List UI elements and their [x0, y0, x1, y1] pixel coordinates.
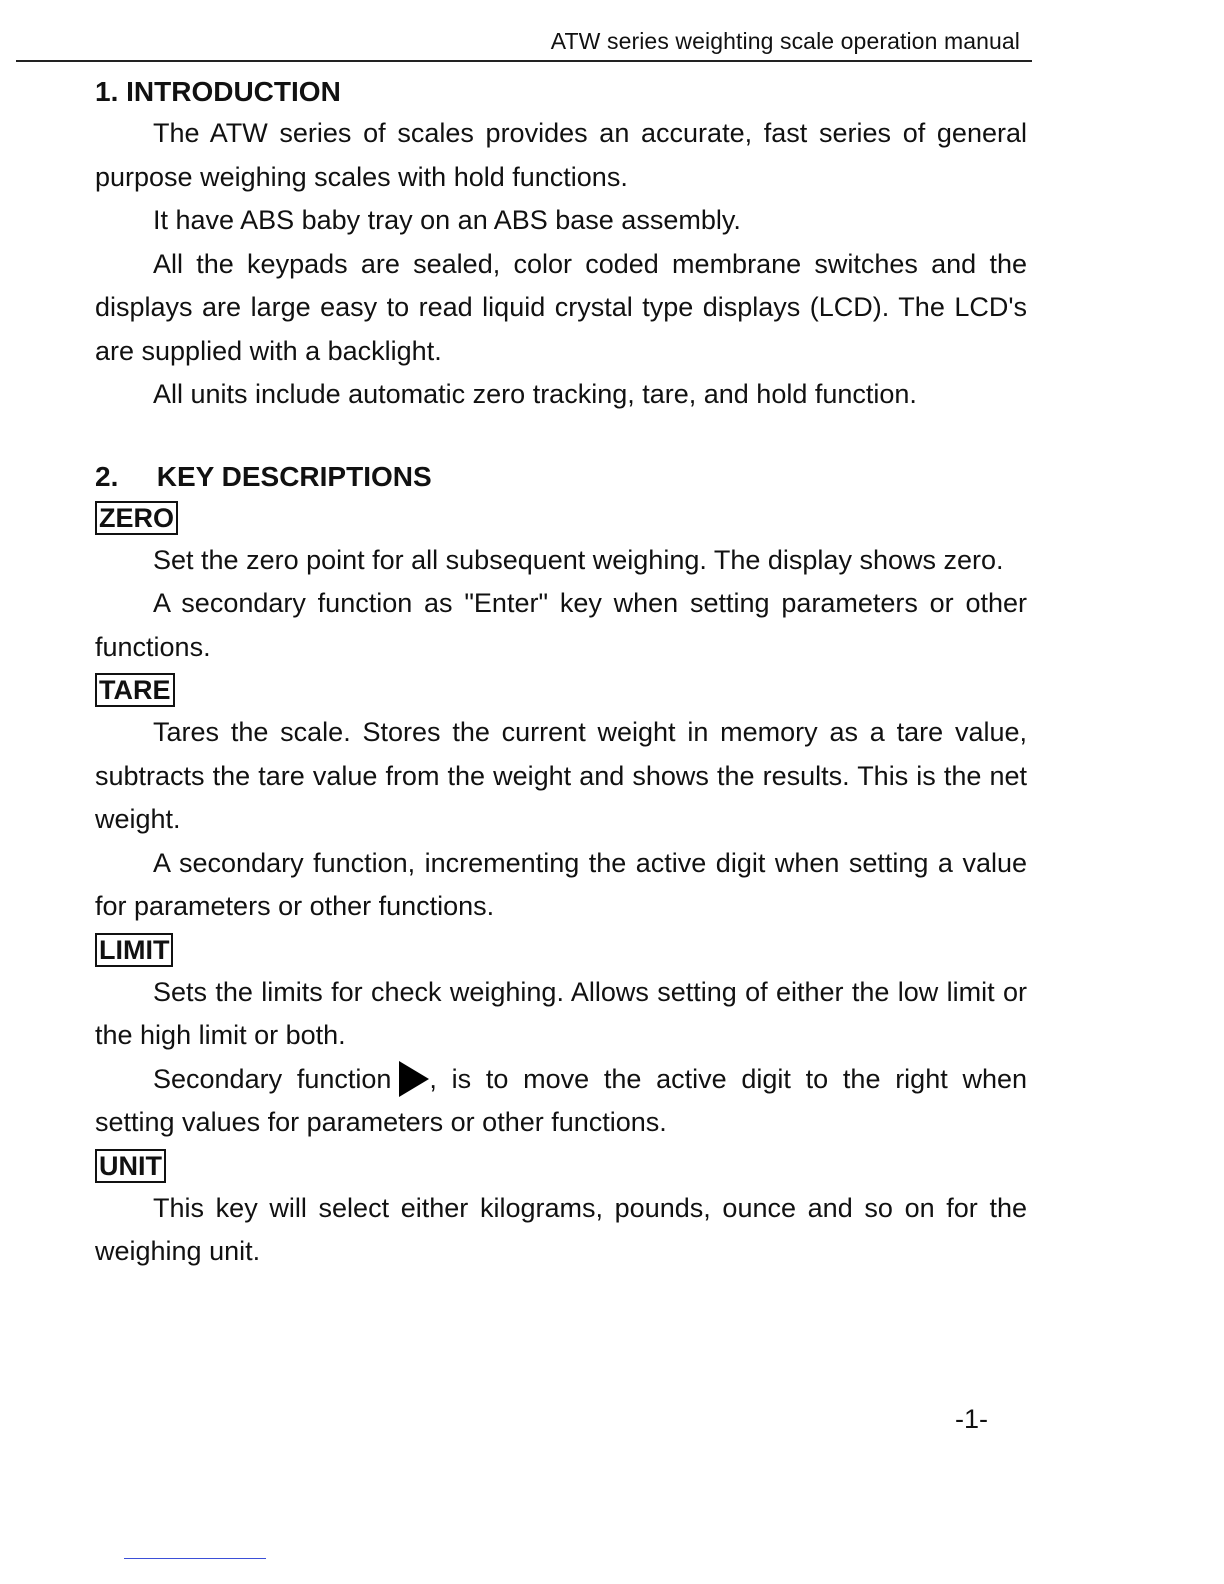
right-triangle-icon — [399, 1061, 429, 1097]
unit-paragraph: This key will select either kilograms, pounds, ounce and so on for the weighing unit. — [95, 1192, 1027, 1266]
limit-secondary-paragraph — [95, 1058, 1027, 1145]
running-header: ATW series weighting scale operation manual — [550, 28, 1020, 54]
key-tare-block — [95, 669, 1027, 929]
intro-paragraph: All the keypads are sealed, color coded membrane switches and the displays are large easy to read liquid crystal type displays (LCD). The LCD's are supplied with a backlight. — [95, 248, 1027, 366]
tare-paragraph: Tares the scale. Stores the current weight in memory as a tare value, subtracts the tare value from the weight and shows the results. This is the net weight. — [95, 717, 1027, 834]
section-number: 2. — [95, 460, 119, 492]
limit-secondary-text-end: , is to move the active digit to the right when setting values for parameters or other functions. — [95, 1063, 1027, 1137]
page-number: -1- — [955, 1404, 988, 1434]
key-unit-block — [95, 1145, 1027, 1274]
intro-paragraph: The ATW series of scales provides an accurate, fast series of general purpose weighing scales with hold functions. — [95, 118, 1027, 192]
unit-key-label: UNIT — [95, 1149, 166, 1183]
limit-secondary-text-start: Secondary function — [153, 1063, 392, 1094]
key-zero-block — [95, 497, 1027, 670]
limit-paragraph: Sets the limits for check weighing. Allows setting of either the low limit or the high limit or both. — [95, 976, 1027, 1050]
zero-key-label: ZERO — [95, 501, 178, 535]
limit-key-label: LIMIT — [95, 933, 173, 967]
intro-paragraph: It have ABS baby tray on an ABS base assembly. — [153, 205, 741, 235]
section-title: INTRODUCTION — [126, 76, 341, 107]
key-limit-block — [95, 929, 1027, 1145]
section-title: KEY DESCRIPTIONS — [156, 460, 432, 492]
tare-paragraph: A secondary function, incrementing the active digit when setting a value for parameters or other functions. — [95, 847, 1027, 921]
section-heading-introduction — [95, 72, 1027, 112]
zero-paragraph: Set the zero point for all subsequent weighing. The display shows zero. — [153, 544, 1004, 575]
intro-paragraph: All units include automatic zero tracking, tare, and hold function. — [153, 379, 917, 409]
zero-paragraph: A secondary function as "Enter" key when setting parameters or other functions. — [95, 588, 1027, 662]
footer-rule — [124, 1558, 266, 1559]
header-rule — [16, 60, 1032, 62]
section-number: 1. — [95, 76, 119, 107]
page-content — [95, 72, 1027, 1274]
tare-key-label: TARE — [95, 673, 175, 707]
section-heading-key-descriptions — [95, 457, 1027, 497]
